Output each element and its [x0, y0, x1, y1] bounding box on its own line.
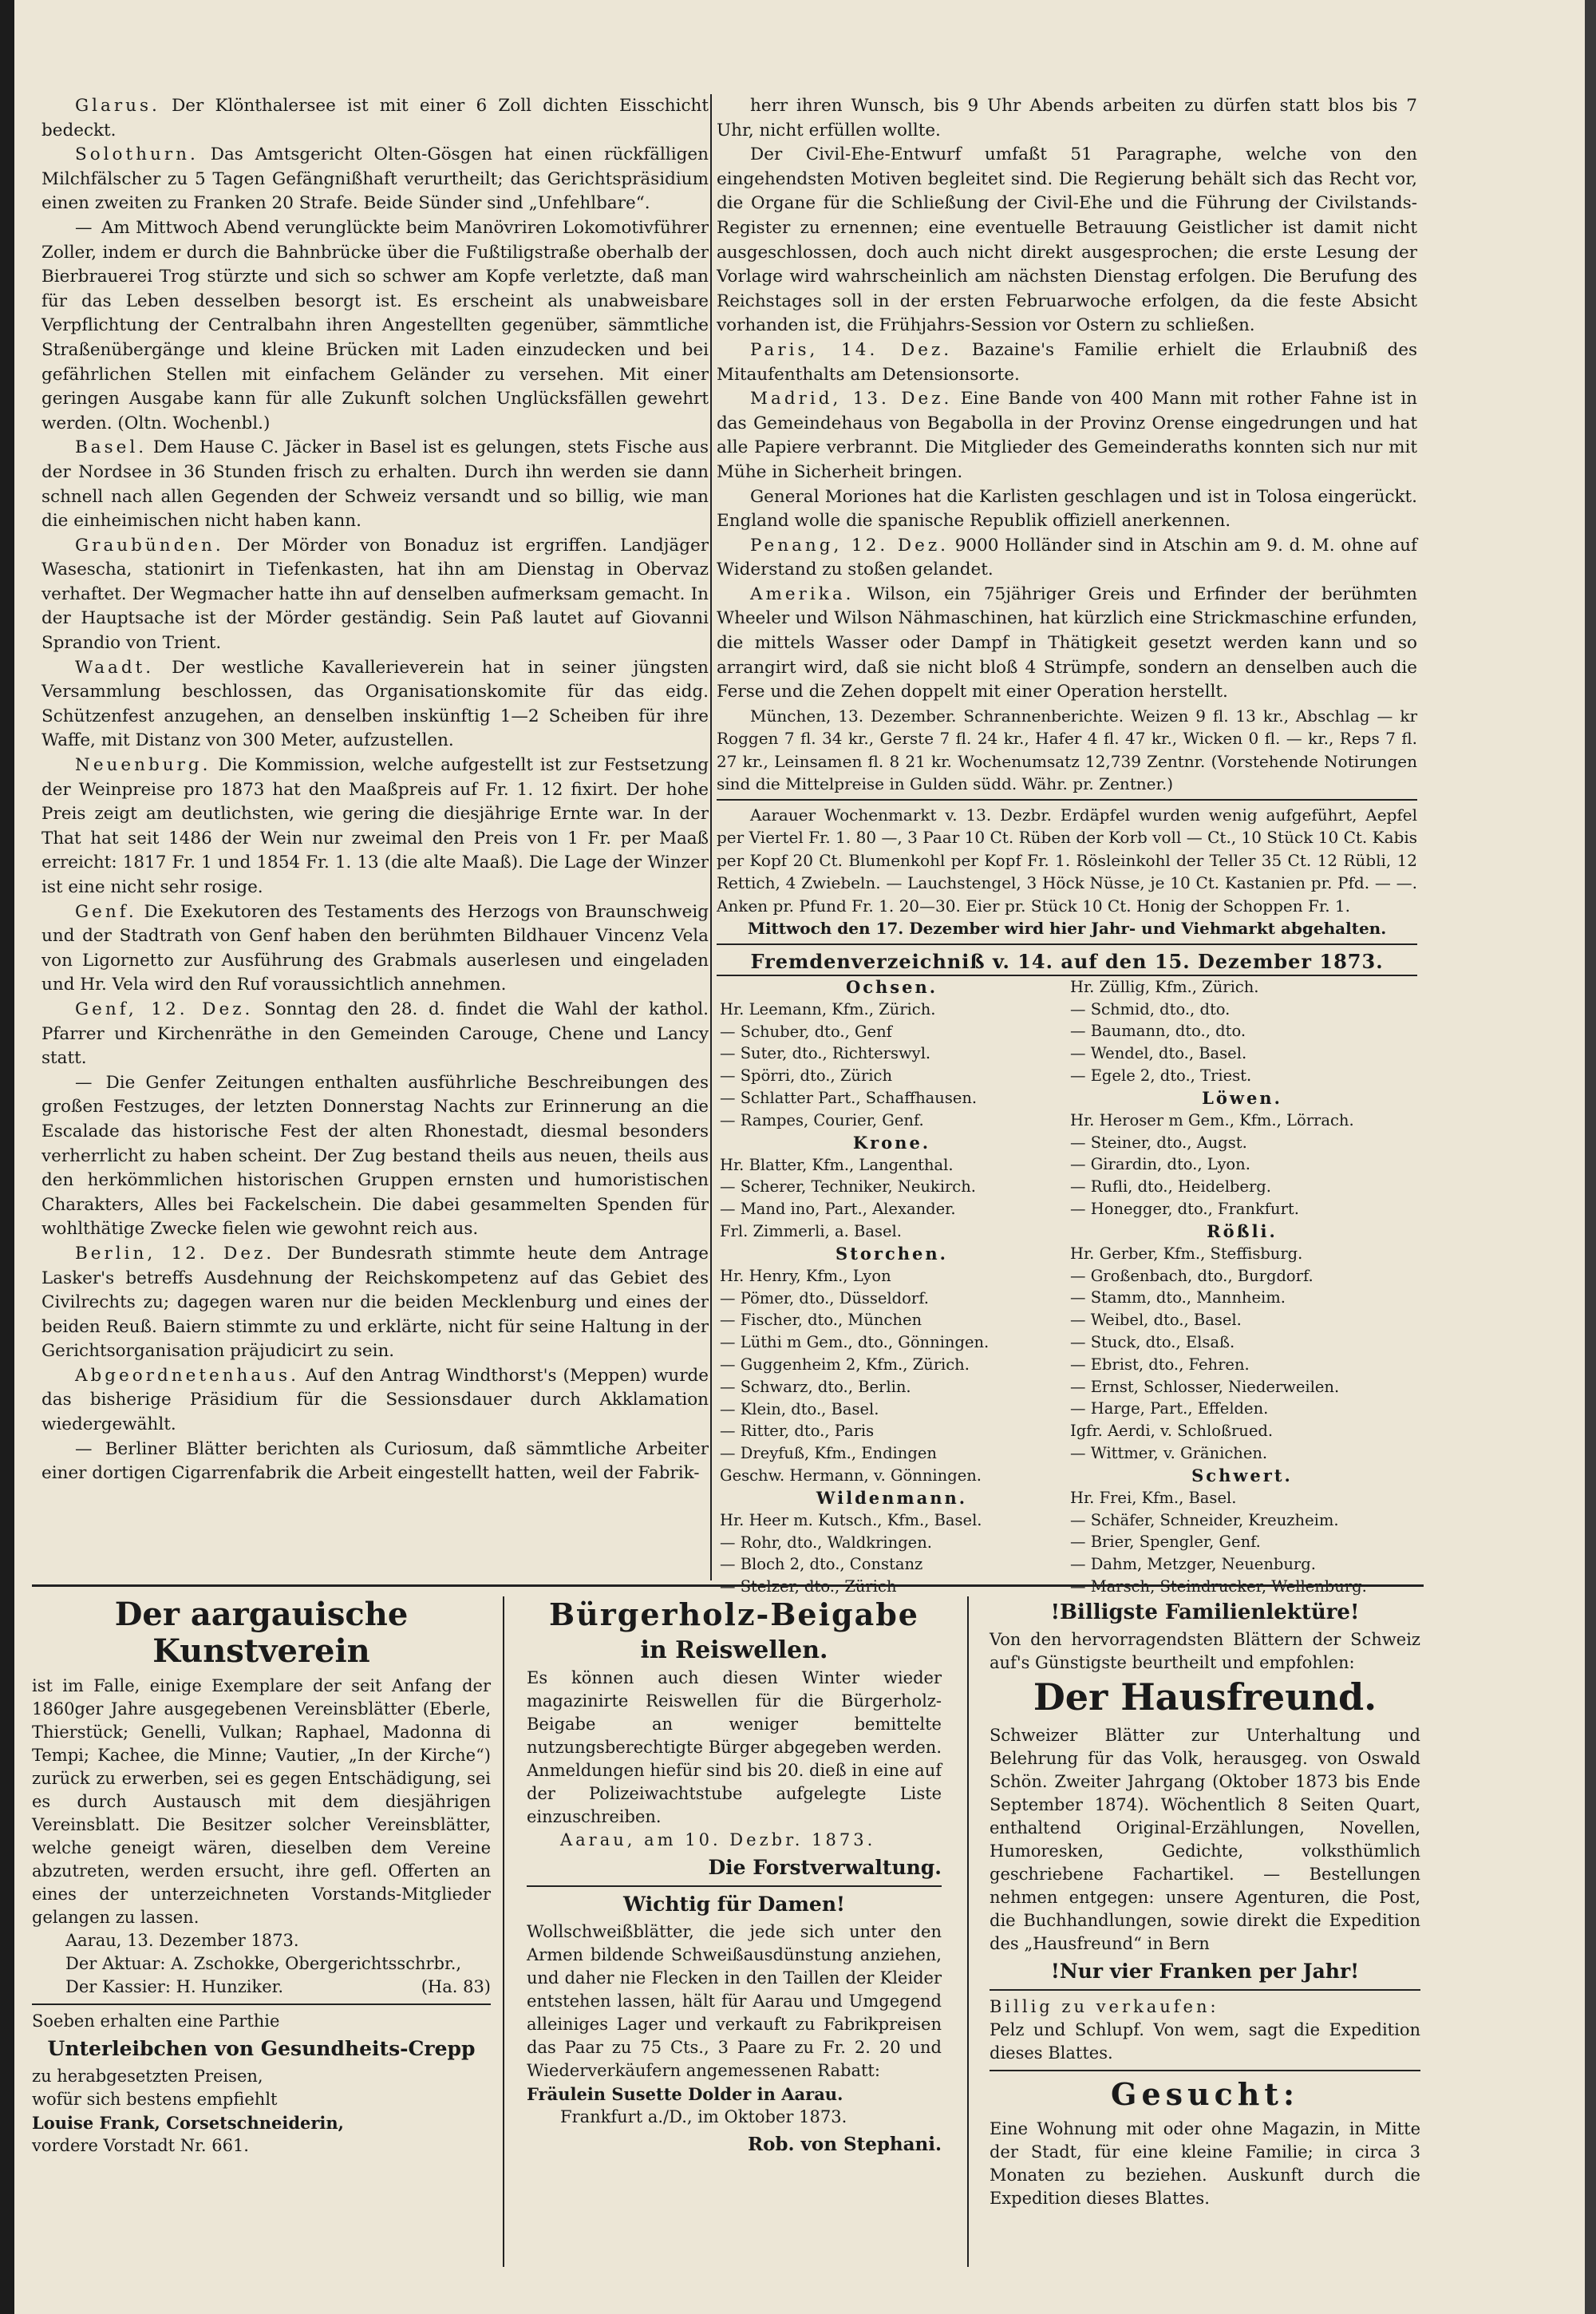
news-dateline: Amerika. — [750, 583, 855, 604]
news-text: Wilson, ein 75jähriger Greis und Erfinder der berühmten Wheeler und Wilson Nähmaschinen, hat kürzlich eine Strickmaschine erfunden, die mittels Wasser oder Dampf in Thätigkeit gesetzt werden kann und so arrangirt wird, daß sie nicht bloß 4 Strümpfe, sondern an denselben auch die Ferse und die Zehen doppelt mit einer Operation herstellt. — [717, 583, 1418, 702]
news-item — [41, 216, 709, 436]
market-note: Mittwoch den 17. Dezember wird hier Jahr- und Viehmarkt abgehalten. — [747, 919, 1387, 939]
news-text: Der Mörder von Bonaduz ist ergriffen. Landjäger Wasescha, stationirt in Tiefenkasten, hat ihn am Dienstag in Obervaz verhaftet. Der Wegmacher hatte ihn auf denselben aufmerksam gemacht. In der Hauptsache ist der Mörder geständig. Sein Paß lautet auf Giovanni Sprandio von Trient. — [41, 535, 709, 654]
ad-divider-1 — [503, 1596, 504, 2267]
news-item — [41, 1242, 709, 1364]
ad-pelz-l1: Billig zu verkaufen: — [990, 1997, 1219, 2016]
ad-damen-seller: Fräulein Susette Dolder in Aarau. — [527, 2084, 843, 2104]
news-item — [717, 387, 1417, 485]
ad-kunstverein-title: Der aargauische Kunstverein — [114, 1596, 409, 1670]
hotel-name: Krone. — [852, 1132, 931, 1153]
ad-buergerholz-subtitle: in Reiswellen. — [640, 1636, 828, 1664]
hotel-name: Rößli. — [1207, 1220, 1278, 1241]
news-item — [41, 1071, 709, 1242]
ad-rule-3 — [990, 1989, 1420, 1991]
news-text: Die Genfer Zeitungen enthalten ausführliche Beschreibungen des großen Festzuges, der letzten Donnerstag Nachts zur Erinnerung an die Escalade das historische Fest der alten Rhonestadt, diesmal besonders verherrlicht zu haben scheint. Der Zug bestand theils aus neuen, theils aus den herkömmlichen historischen Gruppen ernsten und humoristischen Charakters, Alles bei Fackelschein. Die dabei gesammelten Spenden für wohlthätige Zwecke fielen wie gewohnt reich aus. — [41, 1072, 709, 1240]
hotel-name: Wildenmann. — [816, 1487, 968, 1508]
guest-entry: Igfr. Aerdi, v. Schloßrued. — [1070, 1422, 1274, 1441]
guest-entry: — Egele 2, dto., Triest. — [1070, 1066, 1252, 1086]
guest-entry: — Stamm, dto., Mannheim. — [1070, 1288, 1286, 1307]
news-item — [41, 1364, 709, 1438]
news-text: Am Mittwoch Abend verunglückte beim Manövriren Lokomotivführer Zoller, indem er durch die Bahnbrücke über die Fußtiligstraße oberhalb der Bierbrauerei Trog stürzte und sich so schwer am Kopfe verletzte, daß man für das Leben desselben besorgt ist. Es erscheint als unabweisbare Verpflichtung der Centralbahn ihren Angestellten gegenüber, sämmtliche Straßenübergänge und kleine Brücken mit Laden einzudecken und bei gefährlichen Stellen mit einfachem Geländer zu versehen. Mit einer geringen Ausgabe kann für alle Zukunft solchen Unglücksfällen gewehrt werden. (Oltn. Wochenbl.) — [41, 217, 709, 433]
ad-rule — [32, 2003, 491, 2005]
guest-entry: — Rohr, dto., Waldkringen. — [720, 1533, 932, 1552]
news-dateline: Paris, 14. Dez. — [750, 339, 953, 360]
news-text: Auf den Antrag Windthorst's (Meppen) wurde das bisherige Präsidium für die Sessionsdauer durch Akklamation wiedergewählt. — [41, 1365, 709, 1435]
guest-entry: — Guggenheim 2, Kfm., Zürich. — [720, 1355, 970, 1374]
ad-kunstverein-body: ist im Falle, einige Exemplare der seit Anfang der 1860ger Jahre ausgegebenen Vereinsblätter (Eberle, Thierstück; Genelli, Vulkan; Raphael, Madonna di Tempi; Kachee, die Minne; Vautier, „In der Kirche“) zurück zu erwerben, sei es gegen Entschädigung, sei es durch Austausch mit dem diesjährigen Vereinsblatt. Die Besitzer solcher Vereinsblätter, welche geneigt wären, dieselben dem Vereine abzutreten, werden ersucht, ihre gefl. Offerten an eines der unterzeichneten Vorstands-Mitglieder gelangen zu lassen. — [32, 1676, 491, 1927]
news-item — [41, 998, 709, 1071]
market-aarau: Aarauer Wochenmarkt v. 13. Dezbr. Erdäpfel wurden wenig aufgeführt, Aepfel per Viertel Fr. 1. 80 —, 3 Paar 10 Ct. Rüben der Korb voll — Ct., 10 Stück 10 Ct. Kabis per Kopf 20 Ct. Blumenkohl per Kopf Fr. 1. Rösleinkohl der Teller 35 Ct. 12 Rübli, 12 Rettich, 4 Zwiebeln. — Lauchstengel, 3 Höck Nüsse, je 10 Ct. Kastanien pr. Pfd. — —. Anken pr. Pfund Fr. 1. 20—30. Eier pr. Stück 10 Ct. Honig der Schoppen Fr. 1. — [717, 805, 1417, 916]
news-text: Der Civil-Ehe-Entwurf umfaßt 51 Paragraphe, welche von den eingehendsten Motiven begleitet sind. Die Regierung behält sich das Recht vor, die Organe für die Schließung der Civil-Ehe und die Führung der Civilstands-Register zu ernennen; eine eventuelle Betrauung Geistlicher ist damit nicht ausgeschlossen, doch auch nicht direkt ausgesprochen; die erste Lesung der Vorlage wird wahrscheinlich am nächsten Dienstag erfolgen. Die Berufung des Reichstages soll in der ersten Februarwoche erfolgen, da die feste Absicht vorhanden ist, die Frühjahrs-Session vor Ostern zu schließen. — [717, 144, 1417, 336]
news-item — [717, 485, 1417, 534]
news-item — [41, 534, 709, 656]
ad-hausfreund-l2: Von den hervorragendsten Blättern der Schweiz auf's Günstigste beurtheilt und empfohlen: — [990, 1630, 1420, 1672]
news-dateline: Basel. — [75, 437, 148, 458]
news-text: Bazaine's Familie erhielt die Erlaubniß des Mitaufenthalts am Detensionsorte. — [717, 339, 1417, 385]
ad-rule-4 — [990, 2070, 1420, 2071]
ad-kunstverein-date: Aarau, 13. Dezember 1873. — [65, 1931, 299, 1950]
guest-entry: — Wittmer, v. Gränichen. — [1070, 1443, 1268, 1462]
ad-buergerholz-sig: Die Forstverwaltung. — [708, 1856, 942, 1879]
ad-column-3 — [990, 1596, 1420, 2266]
page-binding-edge — [0, 0, 14, 2314]
news-text: Der Klönthalersee ist mit einer 6 Zoll dichten Eisschicht bedeckt. — [41, 96, 709, 140]
ad-buergerholz-title: Bürgerholz-Beigabe — [549, 1596, 919, 1632]
market-rule-2 — [717, 943, 1417, 945]
news-dateline: Graubünden. — [75, 535, 224, 556]
guest-entry: — Dahm, Metzger, Neuenburg. — [1070, 1555, 1316, 1574]
guest-entry: — Mand ino, Part., Alexander. — [720, 1200, 956, 1219]
news-dateline: Waadt. — [75, 657, 155, 678]
news-text: Die Exekutoren des Testaments des Herzogs von Braunschweig und der Stadtrath von Genf haben den berühmten Bildhauer Vincenz Vela von Ligornetto zur Ausführung des Grabmals auserlesen und eingeladen und Hr. Vela wird den Ruf voraussichtlich annehmen. — [41, 901, 709, 995]
guest-entry: — Honegger, dto., Frankfurt. — [1070, 1200, 1299, 1219]
news-dateline: Genf, 12. Dez. — [75, 999, 254, 1019]
ad-column-2 — [527, 1596, 942, 2266]
guest-entry: Hr. Gerber, Kfm., Steffisburg. — [1070, 1244, 1303, 1263]
ad-hausfreund-l1: !Billigste Familienlektüre! — [1050, 1600, 1360, 1624]
ad-kunstverein-sig2: Der Kassier: H. Hunziker. — [65, 1977, 284, 1996]
guest-entry: — Ebrist, dto., Fehren. — [1070, 1355, 1250, 1374]
guest-entry: Hr. Blatter, Kfm., Langenthal. — [720, 1155, 954, 1174]
right-news-items — [717, 94, 1417, 705]
news-text: Der Bundesrath stimmte heute dem Antrage Lasker's betreffs Ausdehnung der Reichskompetenz auf das Gebiet des Civilrechts zu; dagegen waren nur die beiden Mecklenburg und eines der beiden Reuß. Baiern stimmte zu und erklärte, nicht für seine Haltung in der Gerichtsorganisation präjudicirt zu sein. — [41, 1243, 709, 1362]
ad-column-1 — [32, 1596, 491, 2266]
ad-kunstverein-sig2-line — [32, 1976, 491, 1999]
ad-damen-title: Wichtig für Damen! — [623, 1893, 845, 1916]
ad-buergerholz-body: Es können auch diesen Winter wieder magazinirte Reiswellen für die Bürgerholz-Beigabe an weniger bemittelte nutzungsberechtigte Bürger abgegeben werden. Anmeldungen hiefür sind bis 20. dieß in eine auf der Polizeiwachtstube aufgelegte Liste einzuschreiben. — [527, 1668, 942, 1826]
news-dateline: Neuenburg. — [75, 755, 211, 776]
market-rule — [717, 799, 1417, 801]
guest-entry: — Spörri, dto., Zürich — [720, 1066, 893, 1086]
guest-entry — [717, 1576, 1067, 1598]
news-item — [41, 436, 709, 533]
guest-entry: — Schwarz, dto., Berlin. — [720, 1377, 911, 1396]
news-dateline: — — [75, 217, 96, 238]
news-item — [41, 1438, 709, 1486]
news-text: General Moriones hat die Karlisten geschlagen und ist in Tolosa eingerückt. England wolle die spanische Republik offiziell anerkennen. — [717, 486, 1417, 532]
hotel-name: Storchen. — [836, 1243, 948, 1264]
guest-entry: — Steiner, dto., Augst. — [1070, 1133, 1247, 1152]
guest-entry: — Fischer, dto., München — [720, 1311, 922, 1330]
ad-pelz-body: Pelz und Schlupf. Von wem, sagt die Expedition dieses Blattes. — [990, 2020, 1420, 2063]
news-dateline: — — [75, 1072, 96, 1093]
guest-entry: — Weibel, dto., Basel. — [1070, 1311, 1242, 1330]
news-text: herr ihren Wunsch, bis 9 Uhr Abends arbeiten zu dürfen statt blos bis 7 Uhr, nicht erfüllen wollte. — [717, 96, 1417, 140]
guest-entry: Hr. Heer m. Kutsch., Kfm., Basel. — [720, 1510, 982, 1529]
ad-hausfreund-price: !Nur vier Franken per Jahr! — [1050, 1960, 1360, 1983]
news-column-left — [41, 94, 709, 1575]
guest-entry: — Harge, Part., Effelden. — [1070, 1399, 1269, 1418]
fremden-list-right — [1067, 976, 1417, 1598]
guest-entry: — Ritter, dto., Paris — [720, 1422, 875, 1441]
guest-entry: Frl. Zimmerli, a. Basel. — [720, 1222, 902, 1241]
news-item — [41, 656, 709, 754]
ad-kunstverein-code: (Ha. 83) — [421, 1977, 491, 1996]
guest-entry: — Schlatter Part., Schaffhausen. — [720, 1089, 978, 1108]
news-text: Berliner Blätter berichten als Curiosum, daß sämmtliche Arbeiter einer dortigen Cigarrenfabrik die Arbeit eingestellt hatten, weil der Fabrik- — [41, 1438, 709, 1484]
ad-buergerholz-date: Aarau, am 10. Dezbr. 1873. — [560, 1830, 876, 1849]
guest-entry: Hr. Henry, Kfm., Lyon — [720, 1266, 891, 1285]
page-right-edge — [1585, 0, 1596, 2314]
guest-entry: — Scherer, Techniker, Neukirch. — [720, 1177, 976, 1197]
ad-frank-name: Louise Frank, Corsetschneiderin, — [32, 2113, 344, 2133]
ad-rule-2 — [527, 1885, 942, 1887]
guest-entry: — Schmid, dto., dto. — [1070, 999, 1231, 1019]
news-text: Dem Hause C. Jäcker in Basel ist es gelungen, stets Fische aus der Nordsee in 36 Stunden frisch zu erhalten. Durch ihn werden sie dann schnell nach allen Gegenden der Schweiz versandt und so billig, wie man die einheimischen nicht haben kann. — [41, 437, 709, 532]
guest-entry: Hr. Leemann, Kfm., Zürich. — [720, 999, 936, 1019]
news-text: Das Amtsgericht Olten-Gösgen hat einen rückfälligen Milchfälscher zu 5 Tagen Gefängnißhaft verurtheilt; das Gerichtspräsidium einen zweiten zu Franken 20 Strafe. Beide Sünder sind „Unfehlbare“. — [41, 144, 709, 214]
guest-entry: — Großenbach, dto., Burgdorf. — [1070, 1266, 1314, 1285]
guest-entry: — Schäfer, Schneider, Kreuzheim. — [1070, 1510, 1339, 1529]
news-text: Die Kommission, welche aufgestellt ist zur Festsetzung der Weinpreise pro 1873 hat den Maaßpreis auf Fr. 1. 12 fixirt. Der hohe Preis zeigt am deutlichsten, wie gering die diesjährige Ernte war. In der That hat seit 1486 der Wein nur zweimal den Preis von 1 Fr. per Maaß erreicht: 1817 Fr. 1 und 1854 Fr. 1. 13 (die alte Maaß). Die Lage der Winzer ist eine nicht sehr rosige. — [41, 755, 709, 897]
guest-entry: — Pömer, dto., Düsseldorf. — [720, 1288, 929, 1307]
guest-entry: — Ernst, Schlosser, Niederweilen. — [1070, 1377, 1340, 1396]
guest-entry: — Baumann, dto., dto. — [1070, 1022, 1246, 1041]
fremden-list — [717, 976, 1417, 1598]
news-item — [717, 583, 1417, 705]
guest-entry: — Suter, dto., Richterswyl. — [720, 1044, 931, 1063]
guest-entry: — Stuck, dto., Elsaß. — [1070, 1333, 1235, 1351]
guest-entry: — Lüthi m Gem., dto., Gönningen. — [720, 1333, 990, 1352]
fremden-list-left — [717, 976, 1067, 1598]
ad-frank-title: Unterleibchen von Gesundheits-Crepp — [47, 2037, 476, 2060]
ad-damen-body: Wollschweißblätter, die jede sich unter den Armen bildende Schweißausdünstung anziehen, und daher nie Flecken in den Taillen der Kleider entstehen lassen, hält für Aarau und Umgegend alleiniges Lager und verkauft zu Fabrikpreisen das Paar zu 75 Cts., 3 Paare zu Fr. 2. 20 und Wiederverkäufern angemessenen Rabatt: — [527, 1922, 942, 2080]
news-item — [41, 94, 709, 143]
hotel-name: Schwert. — [1191, 1465, 1293, 1485]
fremden-title: Fremdenverzeichniß v. 14. auf den 15. Dezember 1873. — [717, 948, 1417, 976]
guest-entry: — Wendel, dto., Basel. — [1070, 1044, 1247, 1063]
news-item — [717, 94, 1417, 143]
ad-divider-2 — [967, 1596, 969, 2267]
ad-frank-addr: vordere Vorstadt Nr. 661. — [32, 2136, 249, 2155]
news-column-right — [717, 94, 1417, 1575]
news-dateline: Berlin, 12. Dez. — [75, 1243, 275, 1264]
ad-hausfreund-title: Der Hausfreund. — [1033, 1675, 1377, 1719]
news-dateline: Abgeordnetenhaus. — [75, 1365, 299, 1386]
column-divider — [710, 94, 712, 1580]
guest-entry: — Schuber, dto., Genf — [720, 1022, 892, 1041]
ad-hausfreund-body: Schweizer Blätter zur Unterhaltung und Belehrung für das Volk, herausgeg. von Oswald Schön. Zweiter Jahrgang (Oktober 1873 bis Ende September 1874). Wöchentlich 8 Seiten Quart, enthaltend Original-Erzählungen, Novellen, Humoresken, Gedichte, volksthümlich geschriebene Fachartikel. — Bestellungen nehmen entgegen: unsere Agenturen, die Post, die Buchhandlungen, sowie direkt die Expedition des „Hausfreund“ in Bern — [990, 1726, 1420, 1953]
hotel-name: Ochsen. — [845, 976, 938, 997]
guest-entry: Hr. Züllig, Kfm., Zürich. — [1070, 977, 1259, 996]
ad-gesucht-title: Gesucht: — [1111, 2076, 1299, 2112]
guest-entry: — Bloch 2, dto., Constanz — [720, 1555, 923, 1574]
guest-entry: Hr. Heroser m Gem., Kfm., Lörrach. — [1070, 1110, 1354, 1129]
guest-entry: — Girardin, dto., Lyon. — [1070, 1155, 1250, 1174]
news-item — [717, 534, 1417, 583]
ads-divider — [32, 1584, 1424, 1587]
news-text: 9000 Holländer sind in Atschin am 9. d. M. ohne auf Widerstand zu stoßen gelandet. — [717, 535, 1417, 580]
hotel-name: Löwen. — [1202, 1087, 1282, 1108]
ad-frank-l3: wofür sich bestens empfiehlt — [32, 2090, 278, 2109]
news-dateline: Madrid, 13. Dez. — [750, 389, 953, 409]
guest-entry: Hr. Frei, Kfm., Basel. — [1070, 1488, 1237, 1507]
news-dateline: Genf. — [75, 901, 137, 922]
news-dateline: Glarus. — [75, 96, 160, 116]
news-text: Sonntag den 28. d. findet die Wahl der kathol. Pfarrer und Kirchenräthe in den Gemeinden Carouge, Chene und Lancy statt. — [41, 999, 709, 1069]
news-item — [41, 900, 709, 998]
news-item — [717, 143, 1417, 338]
guest-entry: — Brier, Spengler, Genf. — [1070, 1533, 1261, 1552]
news-dateline: Penang, 12. Dez. — [750, 535, 950, 556]
news-text: Eine Bande von 400 Mann mit rother Fahne ist in das Gemeindehaus von Begabolla in der Provinz Orense eingedrungen und hat alle Papiere verbrannt. Die Mitglieder des Gemeinderaths konnten sich nur mit Mühe in Sicherheit bringen. — [717, 389, 1417, 482]
market-muenchen: München, 13. Dezember. Schrannenberichte. Weizen 9 fl. 13 kr., Abschlag — kr Roggen 7 fl. 34 kr., Gerste 7 fl. 24 kr., Hafer 4 fl. 47 kr., Wicken 0 fl. — kr., Reps 7 fl. 27 kr., Leinsamen fl. 8 21 kr. Wochenumsatz 12,739 Zentnr. (Vorstehende Notirungen sind die Mittelpreise in Gulden südd. Währ. pr. Zentner.) — [717, 706, 1417, 794]
guest-entry: — Dreyfuß, Kfm., Endingen — [720, 1444, 937, 1463]
ad-frank-l2: zu herabgesetzten Preisen, — [32, 2067, 263, 2086]
news-item — [717, 338, 1417, 387]
ad-gesucht-body: Eine Wohnung mit oder ohne Magazin, in Mitte der Stadt, für eine kleine Familie; in circa 3 Monaten zu beziehen. Auskunft durch die Expedition dieses Blattes. — [990, 2119, 1420, 2208]
guest-entry: — Rampes, Courier, Genf. — [720, 1110, 924, 1129]
news-item — [41, 754, 709, 900]
news-text: Der westliche Kavallerieverein hat in seiner jüngsten Versammlung beschlossen, das Organisationskomite für das eidg. Schützenfest anzugehen, an denselben inskünftig 1—2 Scheiben für ihre Waffe, mit Distanz von 300 Meter, aufzustellen. — [41, 657, 709, 751]
ad-frank-l1: Soeben erhalten eine Parthie — [32, 2011, 280, 2031]
news-dateline: — — [75, 1438, 96, 1459]
news-item — [41, 143, 709, 216]
guest-entry: Geschw. Hermann, v. Gönningen. — [720, 1466, 982, 1485]
ad-damen-date: Frankfurt a./D., im Oktober 1873. — [560, 2107, 847, 2126]
ad-damen-sig: Rob. von Stephani. — [747, 2134, 942, 2155]
news-dateline: Solothurn. — [75, 144, 199, 165]
ad-kunstverein-sig1: Der Aktuar: A. Zschokke, Obergerichtsschrbr., — [65, 1954, 462, 1973]
guest-entry: — Rufli, dto., Heidelberg. — [1070, 1177, 1271, 1197]
guest-entry: — Klein, dto., Basel. — [720, 1399, 879, 1418]
